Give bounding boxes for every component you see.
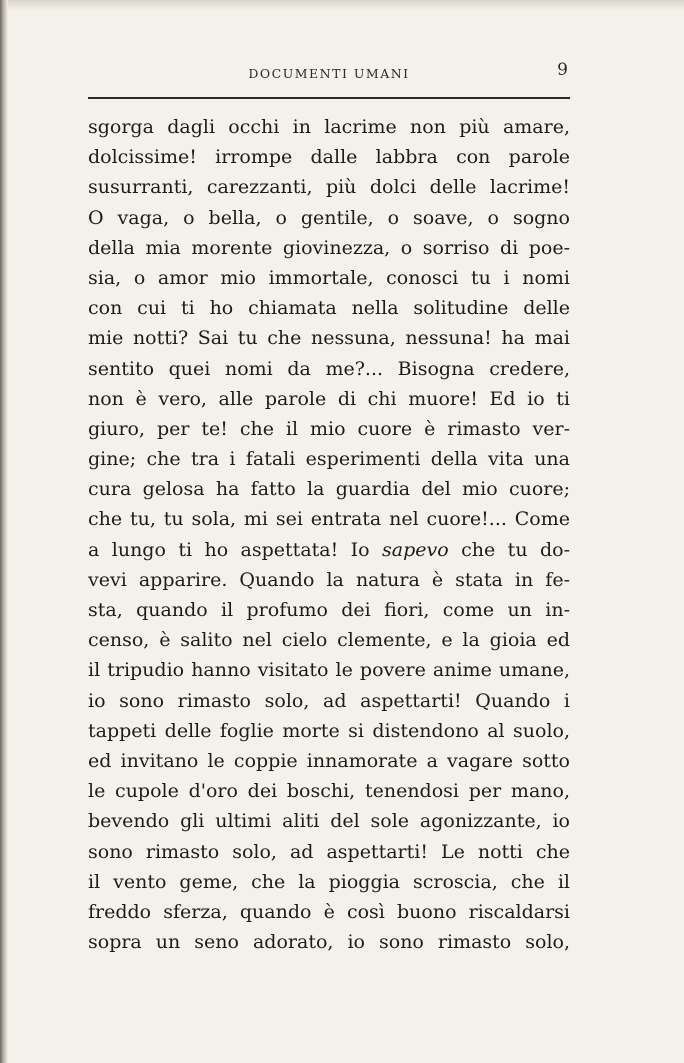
text-line: della mia morente giovinezza, o sorriso di poe- <box>88 236 570 259</box>
text-line: sgorga dagli occhi in lacrime non più amare, <box>88 116 570 138</box>
text-line: O vaga, o bella, o gentile, o soave, o sogno <box>88 206 570 229</box>
page-top-edge <box>0 0 684 10</box>
page-header <box>88 60 570 100</box>
text-line: susurranti, carezzanti, più dolci delle lacrime! <box>88 176 570 199</box>
text-line: le cupole d'oro dei boschi, tenendosi per mano, <box>88 780 570 803</box>
text-line: non è vero, alle parole di chi muore! Ed io ti <box>88 387 570 410</box>
body-text <box>88 112 570 957</box>
text-line: sia, o amor mio immortale, conosci tu i nomi <box>88 266 570 289</box>
text-line: sta, quando il profumo dei fiori, come un in- <box>88 599 570 621</box>
text-line: io sono rimasto solo, ad aspettarti! Quando i <box>88 689 570 712</box>
text-line: cura gelosa ha fatto la guardia del mio cuore; <box>88 478 570 501</box>
page-number: 9 <box>557 60 568 80</box>
text-line: censo, è salito nel cielo clemente, e la gioia ed <box>88 629 570 652</box>
text-line: giuro, per te! che il mio cuore è rimasto ver- <box>88 417 570 440</box>
text-line: sopra un seno adorato, io sono rimasto solo, <box>88 931 570 954</box>
text-line: mie notti? Sai tu che nessuna, nessuna! ha mai <box>88 327 570 350</box>
italic-word: sapevo <box>382 538 449 561</box>
text-line: ed invitano le coppie innamorate a vagare sotto <box>88 749 570 772</box>
text-line: con cui ti ho chiamata nella solitudine delle <box>88 297 570 320</box>
page-binding-edge <box>0 0 8 1063</box>
text-line <box>88 535 570 565</box>
header-rule <box>88 97 570 99</box>
text-line: che tu, tu sola, mi sei entrata nel cuore!... Come <box>88 508 570 531</box>
text-line: il vento geme, che la pioggia scroscia, che il <box>88 870 570 893</box>
text-line: gine; che tra i fatali esperimenti della vita una <box>88 448 570 471</box>
text-line: vevi apparire. Quando la natura è stata in fe- <box>88 568 570 591</box>
text-line: dolcissime! irrompe dalle labbra con parole <box>88 146 570 169</box>
text-segment: che tu do- <box>448 538 570 561</box>
text-line: il tripudio hanno visitato le povere anime umane, <box>88 659 570 682</box>
text-segment: a lungo ti ho aspettata! Io <box>88 538 383 561</box>
text-line: sono rimasto solo, ad aspettarti! Le notti che <box>88 840 570 863</box>
running-title: DOCUMENTI UMANI <box>248 66 410 81</box>
text-line: tappeti delle foglie morte si distendono al suolo, <box>88 719 570 742</box>
text-line: freddo sferza, quando è così buono riscaldarsi <box>88 900 570 923</box>
text-line: bevendo gli ultimi aliti del sole agonizzante, io <box>88 810 570 833</box>
text-line: sentito quei nomi da me?... Bisogna credere, <box>88 357 570 380</box>
